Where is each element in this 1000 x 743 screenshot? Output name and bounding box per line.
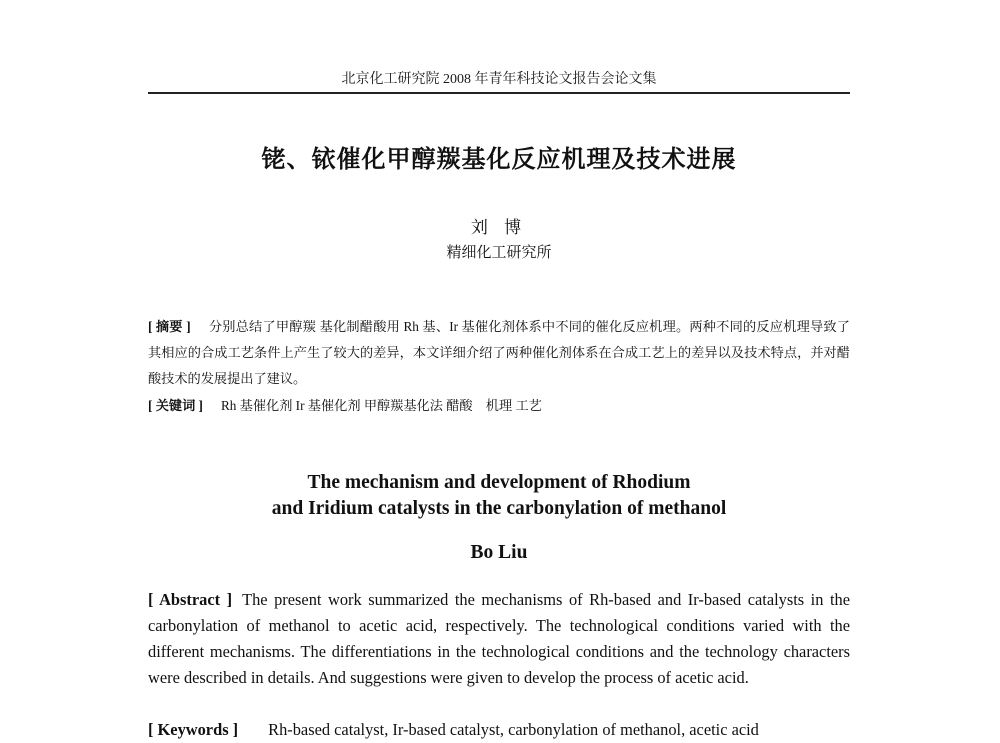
chinese-affiliation: 精细化工研究所 xyxy=(446,245,552,261)
english-abstract-text: The present work summarized the mechanisms of Rh-based and Ir-based catalysts in the carbonylation of methanol to acetic acid, respectively. The technological conditions varied with the different mechanisms. The differentiations in the technological conditions and the technology characters were described in details. And suggestions were given to develop the process of acetic acid. xyxy=(148,590,850,687)
chinese-keywords xyxy=(148,393,850,419)
english-abstract-label: [ Abstract ] xyxy=(148,590,233,609)
chinese-abstract-text: 分别总结了甲醇羰 基化制醋酸用 Rh 基、Ir 基催化剂体系中不同的催化反应机理。两种不同的反应机理导致了其相应的合成工艺条件上产生了较大的差异，本文详细介绍了两种催化剂体系在合成工艺上的差异以及技术特点，并对醋酸技术的发展提出了建议。 xyxy=(148,319,850,386)
english-title-line1: The mechanism and development of Rhodium xyxy=(307,472,691,493)
running-header: 北京化工研究院 2008 年青年科技论文报告会论文集 xyxy=(341,72,657,87)
chinese-keywords-text: Rh 基催化剂 Ir 基催化剂 甲醇羰基化法 醋酸 机理 工艺 xyxy=(220,398,542,413)
chinese-keywords-label: [ 关键词 ] xyxy=(148,398,203,413)
english-keywords-text: Rh-based catalyst, Ir-based catalyst, carbonylation of methanol, acetic acid xyxy=(268,720,759,739)
chinese-title: 铑、铱催化甲醇羰基化反应机理及技术进展 xyxy=(261,145,737,173)
chinese-abstract-label: [ 摘要 ] xyxy=(148,319,191,334)
english-title-line2: and Iridium catalysts in the carbonylation of methanol xyxy=(271,498,727,519)
header-rule xyxy=(148,92,850,94)
english-title xyxy=(148,470,850,522)
english-keywords xyxy=(148,717,850,743)
chinese-author: 刘 博 xyxy=(470,218,528,237)
english-author: Bo Liu xyxy=(470,542,528,563)
english-abstract xyxy=(148,587,850,691)
english-keywords-label: [ Keywords ] xyxy=(148,720,239,739)
chinese-abstract xyxy=(148,314,850,392)
